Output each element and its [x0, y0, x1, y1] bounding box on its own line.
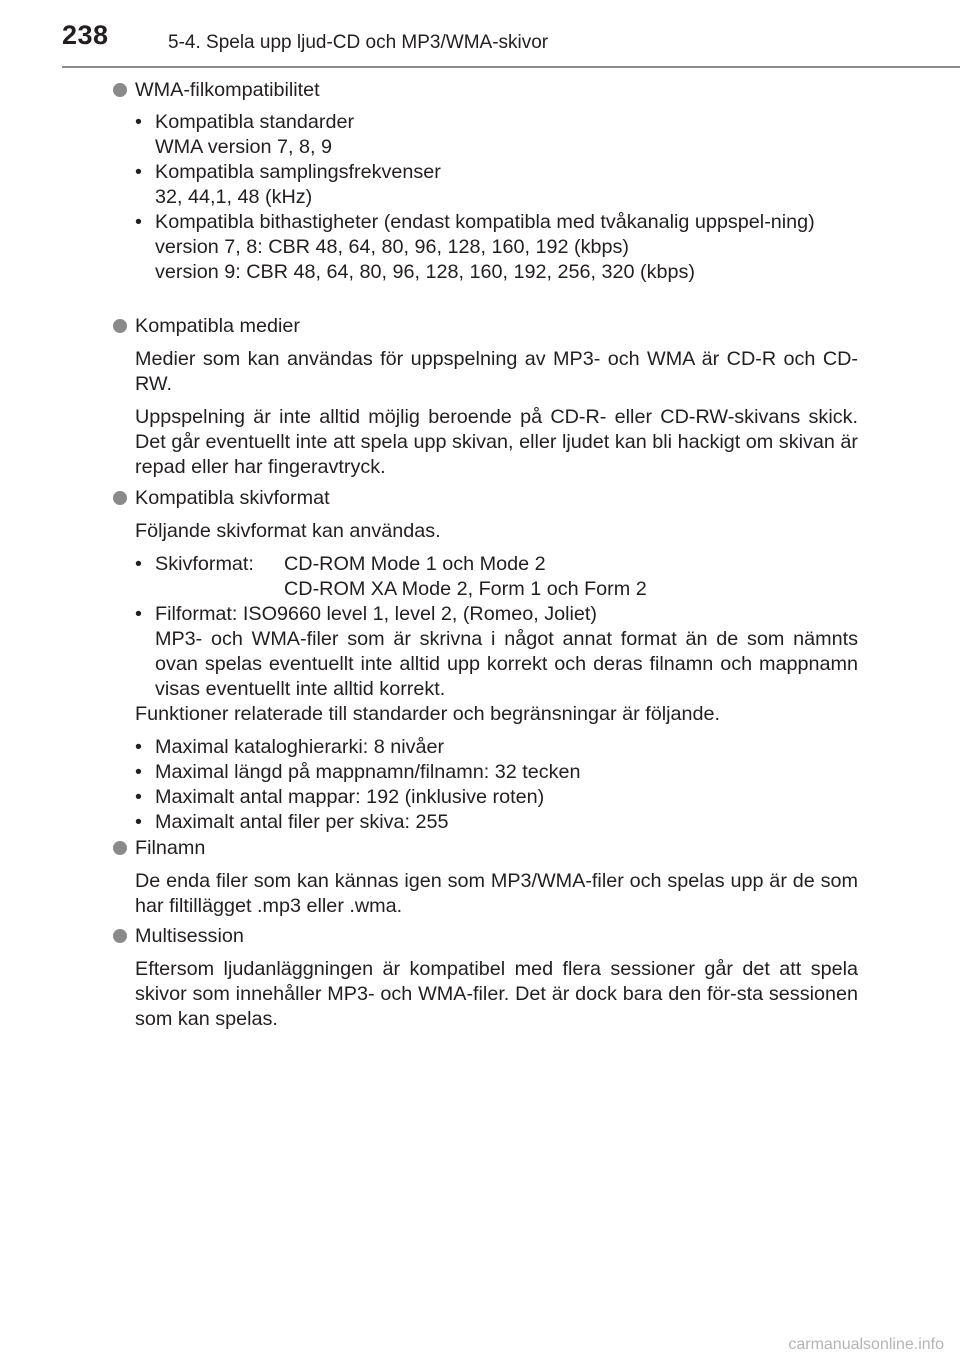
paragraph: Funktioner relaterade till standarder och begränsningar är följande. — [135, 703, 720, 725]
page-number: 238 — [62, 20, 109, 50]
list-item: • Maximalt antal filer per skiva: 255 — [135, 811, 449, 833]
list-item: • Kompatibla standarder WMA version 7, 8, 9 — [135, 111, 355, 158]
paragraph: Följande skivformat kan användas. — [135, 520, 441, 542]
list-item: • Maximalt antal mappar: 192 (inklusive roten) — [135, 786, 545, 808]
bullet-dot-icon — [113, 841, 127, 855]
list-item: • Skivformat: CD-ROM Mode 1 och Mode 2 CD-ROM XA Mode 2, Form 1 och Form 2 — [135, 553, 647, 600]
list-item: • Maximal längd på mappnamn/filnamn: 32 tecken — [135, 761, 581, 783]
section-heading-text: Kompatibla skivformat — [135, 487, 330, 509]
section-filename — [113, 836, 858, 919]
paragraph: De enda filer som kan kännas igen som MP3/WMA-filer och spelas upp är de som har filtillägget .mp3 eller .wma. — [135, 870, 858, 917]
section-wma-compatibility — [113, 78, 858, 285]
section-heading-text: Multisession — [135, 925, 244, 947]
section-multisession — [113, 924, 858, 1032]
wma-list — [113, 110, 858, 285]
section-heading-text: Kompatibla medier — [135, 315, 300, 337]
limits-list — [135, 735, 858, 835]
section-heading — [113, 78, 858, 103]
bullet-icon: • — [135, 786, 142, 808]
header-rule — [62, 66, 960, 68]
section-heading — [113, 486, 858, 511]
bullet-dot-icon — [113, 929, 127, 943]
paragraph: Uppspelning är inte alltid möjlig beroende på CD-R- eller CD-RW-skivans skick. Det går eventuellt inte att spela upp skivan, eller ljudet kan bli hackigt om skivan är repad eller har fingeravtryck. — [135, 406, 858, 478]
paragraph: Eftersom ljudanläggningen är kompatibel med flera sessioner går det att spela skivor som innehåller MP3- och WMA-filer. Det är dock bara den för-sta sessionen som kan spelas. — [135, 958, 858, 1030]
section-compatible-media — [113, 314, 858, 480]
paragraph: Medier som kan användas för uppspelning av MP3- och WMA är CD-R och CD-RW. — [135, 348, 858, 395]
list-item: • Kompatibla bithastigheter (endast kompatibla med tvåkanalig uppspel-ning) version 7, 8: CBR 48, 64, 80, 96, 128, 160, 192 (kbps) version 9: CBR 48, 64, 80, 96, 128, 160, 192, 256, 320 (kbps) — [135, 211, 815, 283]
bullet-icon: • — [135, 161, 142, 183]
bullet-icon: • — [135, 761, 142, 783]
section-heading — [113, 924, 858, 949]
bullet-dot-icon — [113, 491, 127, 505]
disc-format-label: Skivformat: — [155, 553, 254, 575]
bullet-dot-icon — [113, 83, 127, 97]
format-list — [135, 552, 858, 702]
section-disc-formats — [113, 486, 858, 835]
section-heading — [113, 314, 858, 339]
page-header — [0, 0, 960, 72]
running-title: 5-4. Spela upp ljud-CD och MP3/WMA-skivor — [168, 32, 549, 53]
bullet-dot-icon — [113, 319, 127, 333]
watermark: carmanualsonline.info — [788, 1336, 944, 1353]
list-item: • Maximal kataloghierarki: 8 nivåer — [135, 736, 445, 758]
bullet-icon: • — [135, 811, 142, 833]
bullet-icon: • — [135, 211, 142, 233]
list-item: • Kompatibla samplingsfrekvenser 32, 44,1, 48 (kHz) — [135, 161, 441, 208]
bullet-icon: • — [135, 736, 142, 758]
section-heading-text: Filnamn — [135, 837, 206, 859]
bullet-icon: • — [135, 553, 142, 575]
section-heading-text: WMA-filkompatibilitet — [135, 79, 320, 101]
bullet-icon: • — [135, 111, 142, 133]
section-heading — [113, 836, 858, 861]
bullet-icon: • — [135, 603, 142, 625]
list-item: • Filformat: ISO9660 level 1, level 2, (Romeo, Joliet) MP3- och WMA-filer som är skrivna i något annat format än de som nämnts ovan spelas eventuellt inte alltid upp korrekt och deras filnamn och mappnamn visas eventuellt inte alltid korrekt. — [135, 603, 858, 700]
